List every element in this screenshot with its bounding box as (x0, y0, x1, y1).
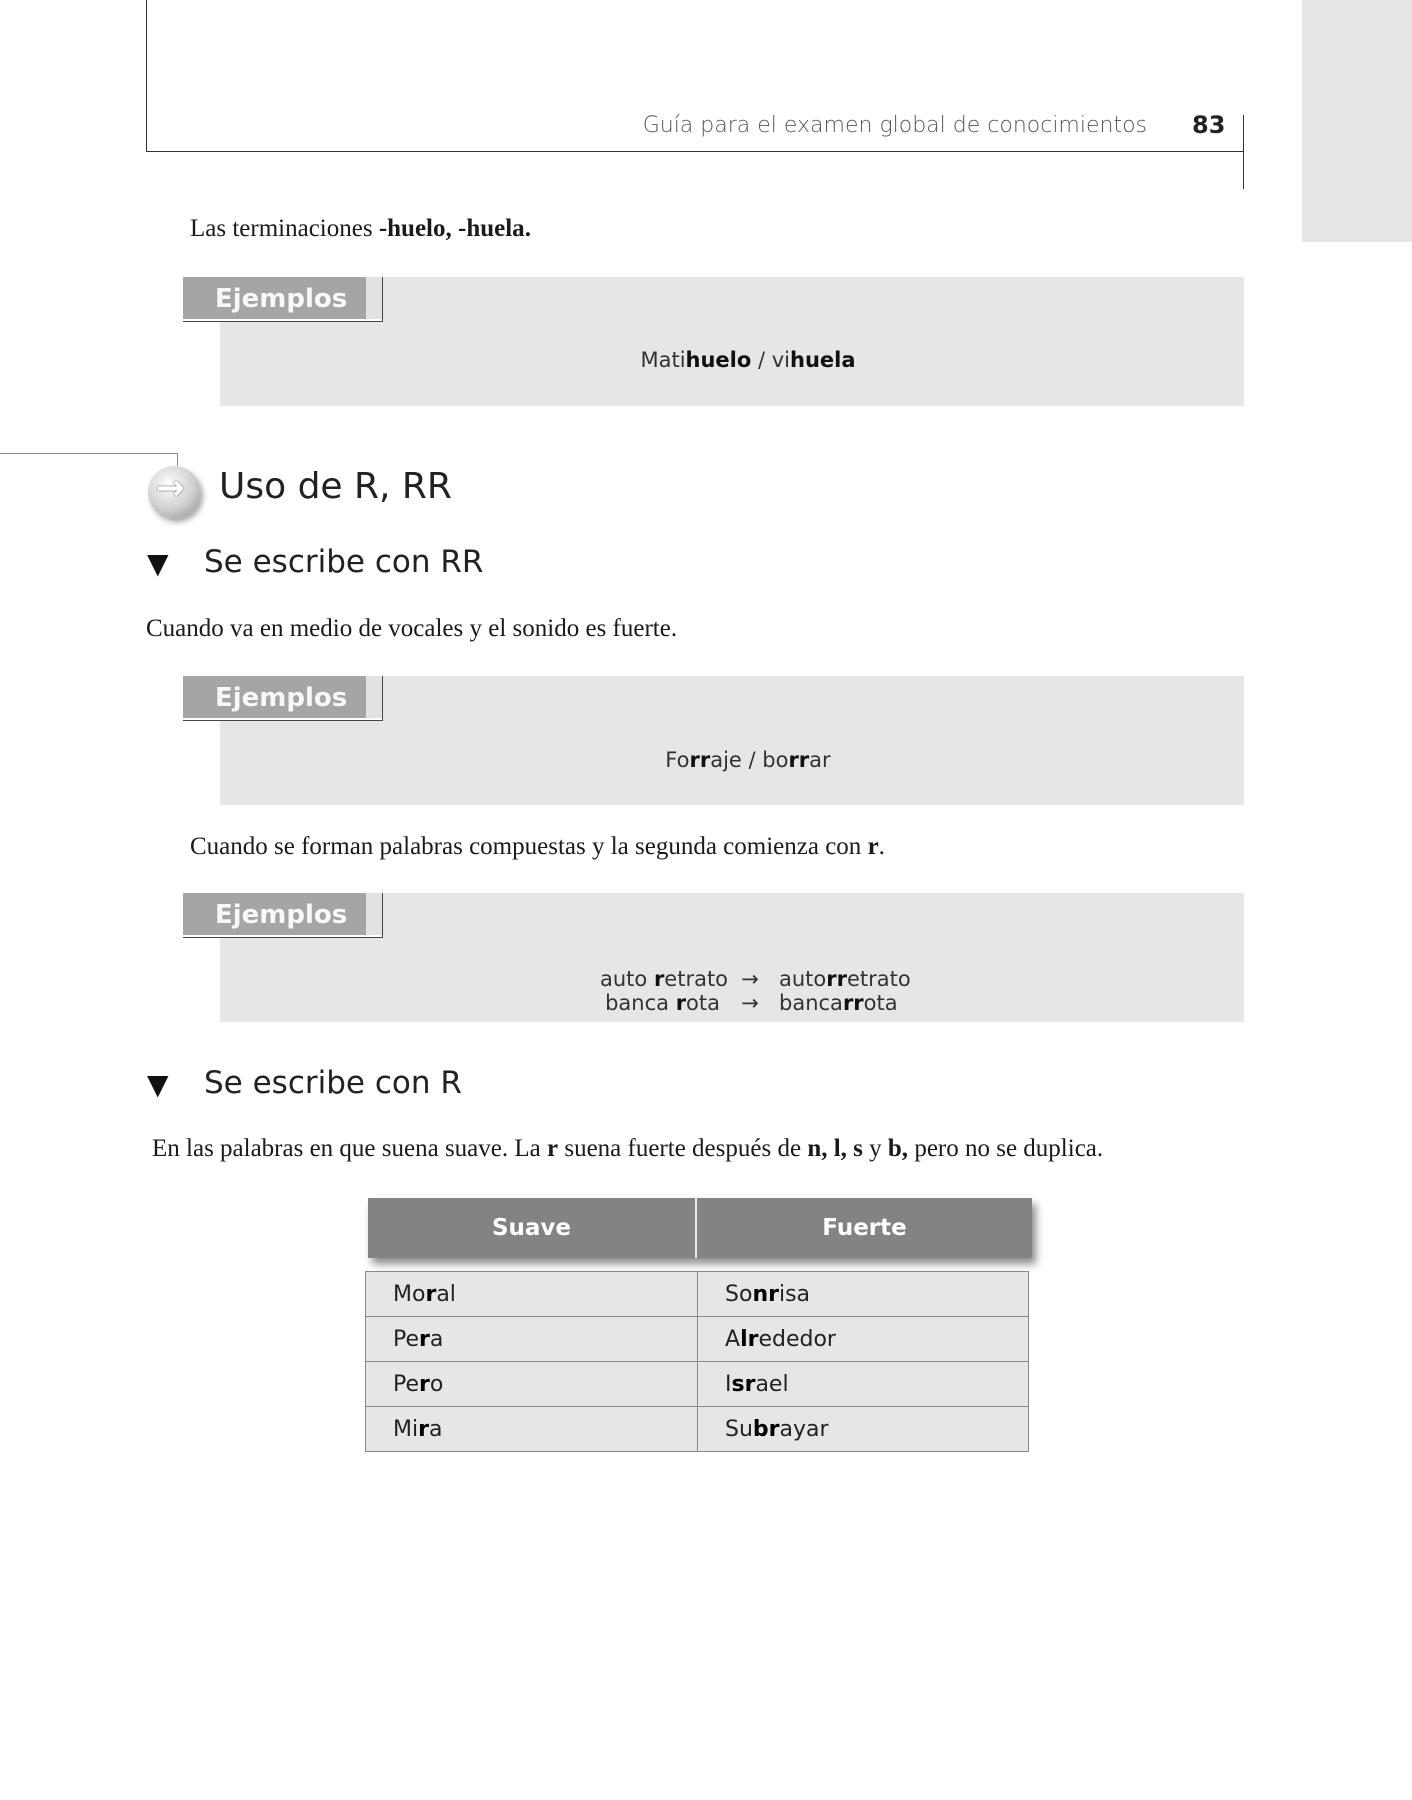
side-tab-decoration (1302, 0, 1412, 242)
subsection-title-rr: Se escribe con RR (204, 544, 484, 580)
column-header-suave: Suave (368, 1198, 697, 1258)
table-cell-fuerte: Sonrisa (698, 1272, 1029, 1317)
arrow-right-icon: → (156, 468, 185, 508)
example-3-row1-right: autorretrato (779, 967, 911, 991)
rule-2-paragraph: Cuando se forman palabras compuestas y la segunda comienza con r. (190, 833, 885, 860)
page-number: 83 (1192, 111, 1226, 139)
rule-3-paragraph: En las palabras en que suena suave. La r suena fuerte después de n, l, s y b, pero no se duplica. (152, 1135, 1104, 1162)
table-cell-suave: Mira (366, 1407, 698, 1452)
header-bottom-rule (146, 151, 1243, 152)
section-title: Uso de R, RR (219, 466, 452, 507)
section-rule-tick (177, 453, 178, 467)
example-3-row1-left: auto retrato (600, 967, 729, 991)
example-2-line: Forraje / borrar (665, 748, 831, 772)
running-header-title: Guía para el examen global de conocimientos (642, 113, 1147, 138)
table-cell-fuerte: Alrededor (698, 1317, 1029, 1362)
example-tab-label: Ejemplos (183, 893, 366, 935)
right-arrow-icon: → (741, 967, 759, 991)
table-cell-fuerte: Israel (698, 1362, 1029, 1407)
example-tab-3 (183, 893, 383, 938)
example-tab-label: Ejemplos (183, 277, 366, 319)
intro-paragraph: Las terminaciones -huelo, -huela. (190, 215, 531, 242)
example-tab-1 (183, 277, 383, 322)
table-cell-fuerte: Subrayar (698, 1407, 1029, 1452)
table-header (368, 1198, 1032, 1258)
section-rule (0, 453, 178, 454)
right-arrow-icon: → (741, 991, 759, 1015)
triangle-down-icon: ▼ (147, 547, 169, 580)
example-tab-2 (183, 676, 383, 721)
table-row (366, 1407, 1029, 1452)
rule-1-paragraph: Cuando va en medio de vocales y el sonido es fuerte. (146, 615, 678, 642)
column-header-fuerte: Fuerte (697, 1198, 1032, 1258)
table-row (366, 1362, 1029, 1407)
table-cell-suave: Moral (366, 1272, 698, 1317)
table-row (366, 1272, 1029, 1317)
header-right-rule (1243, 115, 1244, 189)
example-3-row2-right: bancarrota (779, 991, 898, 1015)
table-cell-suave: Pero (366, 1362, 698, 1407)
table-cell-suave: Pera (366, 1317, 698, 1362)
subsection-title-r: Se escribe con R (204, 1065, 462, 1101)
triangle-down-icon: ▼ (147, 1068, 169, 1101)
example-3-row2-left: banca rota (605, 991, 720, 1015)
comparison-table (365, 1271, 1029, 1452)
table-row (366, 1317, 1029, 1362)
example-1-line: Matihuelo / vihuela (640, 348, 856, 372)
header-left-rule (146, 0, 147, 152)
example-tab-label: Ejemplos (183, 676, 366, 718)
